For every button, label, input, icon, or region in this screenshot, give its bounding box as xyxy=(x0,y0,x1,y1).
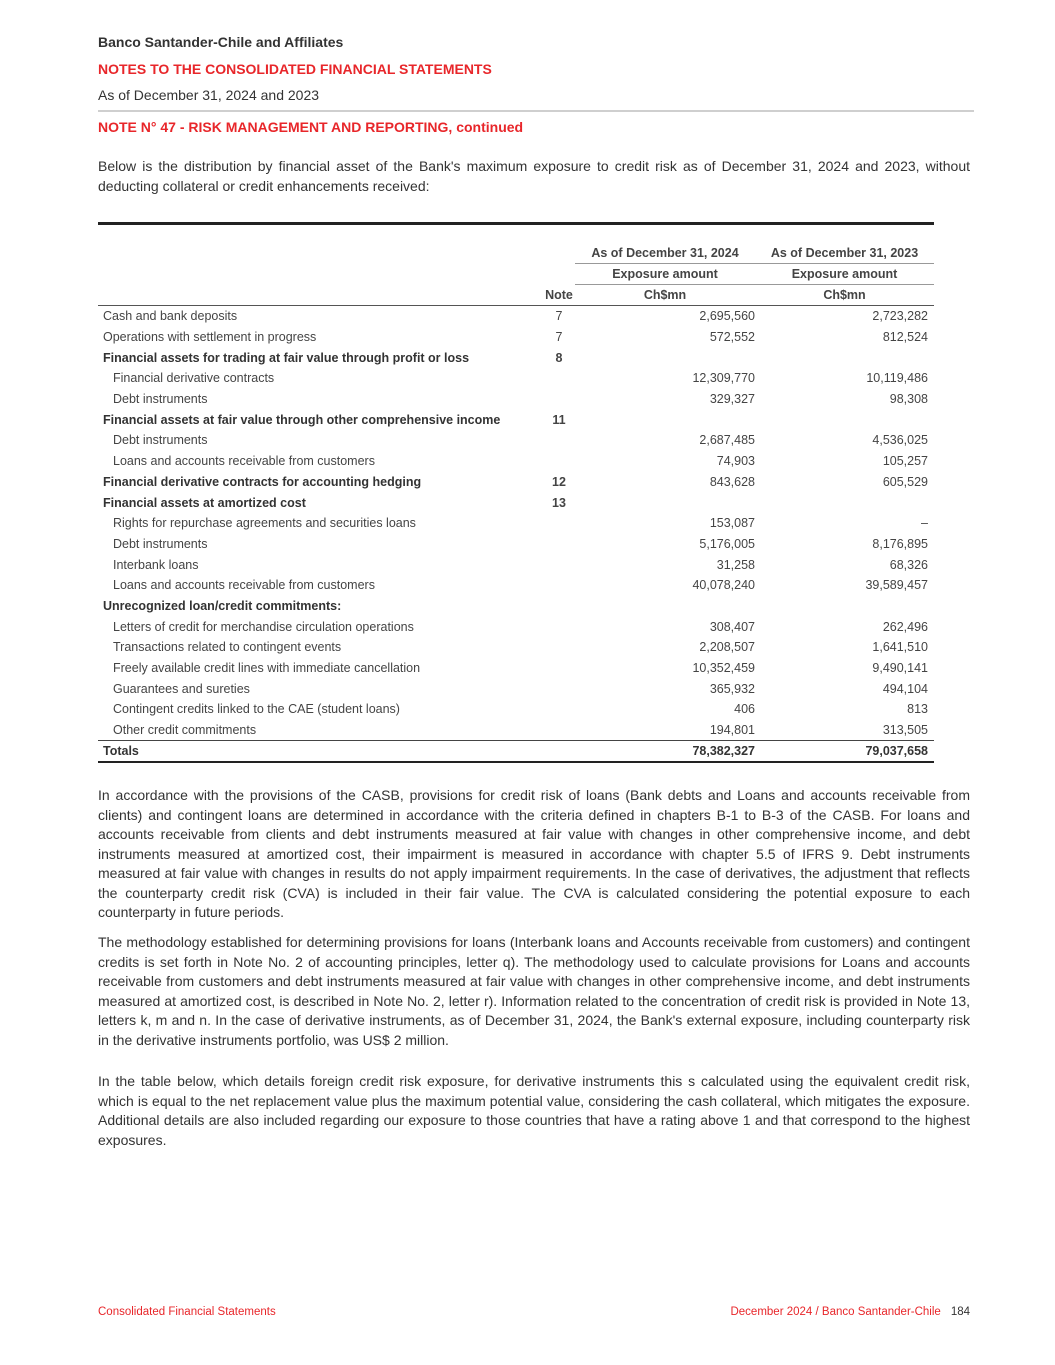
notes-title: NOTES TO THE CONSOLIDATED FINANCIAL STATEMENTS xyxy=(98,61,492,77)
row-note: 7 xyxy=(555,309,563,324)
row-value-2024: 5,176,005 xyxy=(699,536,755,551)
row-label: Cash and bank deposits xyxy=(103,309,238,324)
row-value-2024: 40,078,240 xyxy=(692,578,755,593)
row-note xyxy=(543,534,575,555)
row-value-2023: 605,529 xyxy=(882,474,928,489)
row-value-2023: 10,119,486 xyxy=(866,371,928,386)
row-note xyxy=(543,616,575,637)
row-value-2023: 2,723,282 xyxy=(872,309,928,324)
totals-label: Totals xyxy=(98,741,543,763)
table-row xyxy=(98,430,934,451)
row-value-2023 xyxy=(755,596,934,617)
row-value-2023: 8,176,895 xyxy=(872,536,928,551)
row-value-2024: 12,309,770 xyxy=(692,371,755,386)
row-value-2023: – xyxy=(921,516,928,531)
row-label: Debt instruments xyxy=(113,433,208,448)
row-note xyxy=(543,368,575,389)
row-label: Freely available credit lines with immediate cancellation xyxy=(113,661,421,676)
note-header: Note xyxy=(543,285,575,306)
row-note: 7 xyxy=(555,330,563,345)
row-label: Transactions related to contingent events xyxy=(113,640,342,655)
row-note xyxy=(543,637,575,658)
row-value-2024: 308,407 xyxy=(709,619,755,634)
table-row xyxy=(98,389,934,410)
row-note xyxy=(543,720,575,741)
unit-header-2023: Ch$mn xyxy=(755,285,934,306)
row-value-2023: 313,505 xyxy=(882,723,928,738)
row-value-2024: 406 xyxy=(734,702,755,717)
row-label: Loans and accounts receivable from customers xyxy=(113,578,375,593)
table-row xyxy=(98,699,934,720)
row-label: Operations with settlement in progress xyxy=(103,330,317,345)
row-note xyxy=(543,699,575,720)
footer-left: Consolidated Financial Statements xyxy=(98,1306,276,1318)
footer-title: December 2024 / Banco Santander-Chile xyxy=(730,1306,941,1318)
row-value-2024 xyxy=(575,409,755,430)
row-value-2024: 843,628 xyxy=(709,474,755,489)
exposure-table xyxy=(98,222,934,763)
row-value-2024: 2,695,560 xyxy=(699,309,755,324)
table-row xyxy=(98,347,934,368)
row-value-2024: 572,552 xyxy=(709,330,755,345)
table-row xyxy=(98,534,934,555)
table-row xyxy=(98,513,934,534)
footer-right xyxy=(730,1306,970,1318)
row-label: Debt instruments xyxy=(113,536,208,551)
row-value-2024: 153,087 xyxy=(709,516,755,531)
table-row xyxy=(98,472,934,493)
paragraph-foreign-exposure: In the table below, which details foreign credit risk exposure, for derivative instruments this s calculated using the equivalent credit risk, which is equal to the net replacement value plus the maximum potential value, considering the cash collateral, which mitigates the exposure. Additional details are also included regarding our exposure to those countries that have a rating above 1 and that correspond to the highest exposures. xyxy=(98,1073,970,1148)
row-label: Loans and accounts receivable from customers xyxy=(113,454,375,469)
col-header-2023: As of December 31, 2023 xyxy=(755,225,934,264)
row-label: Guarantees and sureties xyxy=(113,681,250,696)
row-note: 11 xyxy=(552,412,566,427)
row-label: Financial assets at amortized cost xyxy=(103,495,306,510)
row-value-2023: 68,326 xyxy=(889,557,928,572)
exposure-header-2023: Exposure amount xyxy=(755,264,934,285)
exposure-header-2024: Exposure amount xyxy=(575,264,755,285)
row-label: Financial derivative contracts for accounting hedging xyxy=(103,474,422,489)
row-value-2023: 1,641,510 xyxy=(872,640,928,655)
period-label: As of December 31, 2024 and 2023 xyxy=(98,87,320,103)
row-value-2023: 494,104 xyxy=(882,681,928,696)
row-note: 12 xyxy=(552,474,566,489)
row-value-2024 xyxy=(575,596,755,617)
row-note xyxy=(543,596,575,617)
header-divider xyxy=(98,110,974,112)
table-row xyxy=(98,451,934,472)
row-value-2024: 74,903 xyxy=(716,454,755,469)
paragraph-provisions: In accordance with the provisions of the CASB, provisions for credit risk of loans (Bank debts and Loans and accounts receivable from clients) and contingent loans are determined in accordance with the criteria defined in chapters B-1 to B-3 of the CASB. For loans and accounts receivable from clients and debt instruments measured at fair value with changes in other comprehensive income, and debt instruments measured at amortized cost, their impairment is measured in accordance with chapter 5.5 of IFRS 9. Debt instruments measured at fair value with changes in results do not apply impairment requirements. In the case of derivatives, the adjustment that reflects the counterparty credit risk (CVA) is included in their fair value. The CVA is calculated considering the potential exposure to each counterparty in future periods. xyxy=(98,787,970,920)
row-value-2024 xyxy=(575,347,755,368)
table-row xyxy=(98,368,934,389)
row-value-2024: 31,258 xyxy=(716,557,755,572)
intro-paragraph: Below is the distribution by financial asset of the Bank's maximum exposure to credit risk as of December 31, 2024 and 2023, without deducting collateral or credit enhancements received: xyxy=(98,158,970,194)
row-note xyxy=(543,575,575,596)
row-value-2023: 105,257 xyxy=(882,454,928,469)
row-value-2023 xyxy=(755,347,934,368)
table-row xyxy=(98,720,934,741)
row-value-2023: 262,496 xyxy=(882,619,928,634)
row-value-2023: 4,536,025 xyxy=(872,433,928,448)
table-row xyxy=(98,678,934,699)
row-note xyxy=(543,430,575,451)
row-note xyxy=(543,658,575,679)
row-note xyxy=(543,678,575,699)
total-2024: 78,382,327 xyxy=(575,741,755,763)
row-label: Rights for repurchase agreements and securities loans xyxy=(113,516,416,531)
page-number: 184 xyxy=(950,1306,970,1318)
row-value-2024: 194,801 xyxy=(709,723,755,738)
row-note xyxy=(543,451,575,472)
row-value-2023 xyxy=(755,409,934,430)
paragraph-methodology: The methodology established for determining provisions for loans (Interbank loans and Accounts receivable from customers) and contingent credits is set forth in Note No. 2 of accounting principles, letter q). The methodology used to calculate provisions for Loans and accounts receivable from customers and debt instruments measured at fair value with changes in other comprehensive income, and debt instruments measured at amortized cost, is described in Note No. 2, letter r). Information related to the concentration of credit risk is provided in Note 13, letters k, m and n. In the case of derivative instruments, as of December 31, 2024, the Bank's external exposure, including counterparty risk in the derivative instruments portfolio, was US$ 2 million. xyxy=(98,934,970,1048)
row-value-2023 xyxy=(755,492,934,513)
row-value-2023: 813 xyxy=(907,702,928,717)
row-label: Letters of credit for merchandise circulation operations xyxy=(113,619,414,634)
row-label: Debt instruments xyxy=(113,392,208,407)
col-header-2024: As of December 31, 2024 xyxy=(575,225,755,264)
row-label: Interbank loans xyxy=(113,557,199,572)
row-value-2024: 2,687,485 xyxy=(699,433,755,448)
row-value-2024: 2,208,507 xyxy=(699,640,755,655)
row-label: Contingent credits linked to the CAE (student loans) xyxy=(113,702,400,717)
row-note xyxy=(543,513,575,534)
row-note: 13 xyxy=(552,495,566,510)
unit-header-2024: Ch$mn xyxy=(575,285,755,306)
row-note: 8 xyxy=(555,350,563,365)
row-label: Financial derivative contracts xyxy=(113,371,275,386)
row-value-2023: 98,308 xyxy=(889,392,928,407)
table-row xyxy=(98,575,934,596)
row-label: Financial assets at fair value through other comprehensive income xyxy=(103,412,501,427)
row-value-2024: 10,352,459 xyxy=(692,661,755,676)
table-row xyxy=(98,409,934,430)
row-note xyxy=(543,389,575,410)
total-2023: 79,037,658 xyxy=(755,741,934,763)
row-value-2024: 365,932 xyxy=(709,681,755,696)
row-value-2023: 812,524 xyxy=(882,330,928,345)
row-value-2024 xyxy=(575,492,755,513)
row-label: Financial assets for trading at fair value through profit or loss xyxy=(103,350,470,365)
table-row xyxy=(98,616,934,637)
row-label: Other credit commitments xyxy=(113,723,257,738)
company-name: Banco Santander-Chile and Affiliates xyxy=(98,34,344,50)
note-title: NOTE N° 47 - RISK MANAGEMENT AND REPORTING, continued xyxy=(98,119,524,135)
table-row xyxy=(98,637,934,658)
row-value-2024: 329,327 xyxy=(709,392,755,407)
row-note xyxy=(543,554,575,575)
table-row xyxy=(98,327,934,348)
totals-row xyxy=(98,741,934,763)
table-row xyxy=(98,658,934,679)
row-value-2023: 9,490,141 xyxy=(872,661,928,676)
table-row xyxy=(98,554,934,575)
table-row xyxy=(98,492,934,513)
row-label: Unrecognized loan/credit commitments: xyxy=(103,598,342,613)
table-row xyxy=(98,306,934,327)
table-row xyxy=(98,596,934,617)
row-value-2023: 39,589,457 xyxy=(865,578,928,593)
